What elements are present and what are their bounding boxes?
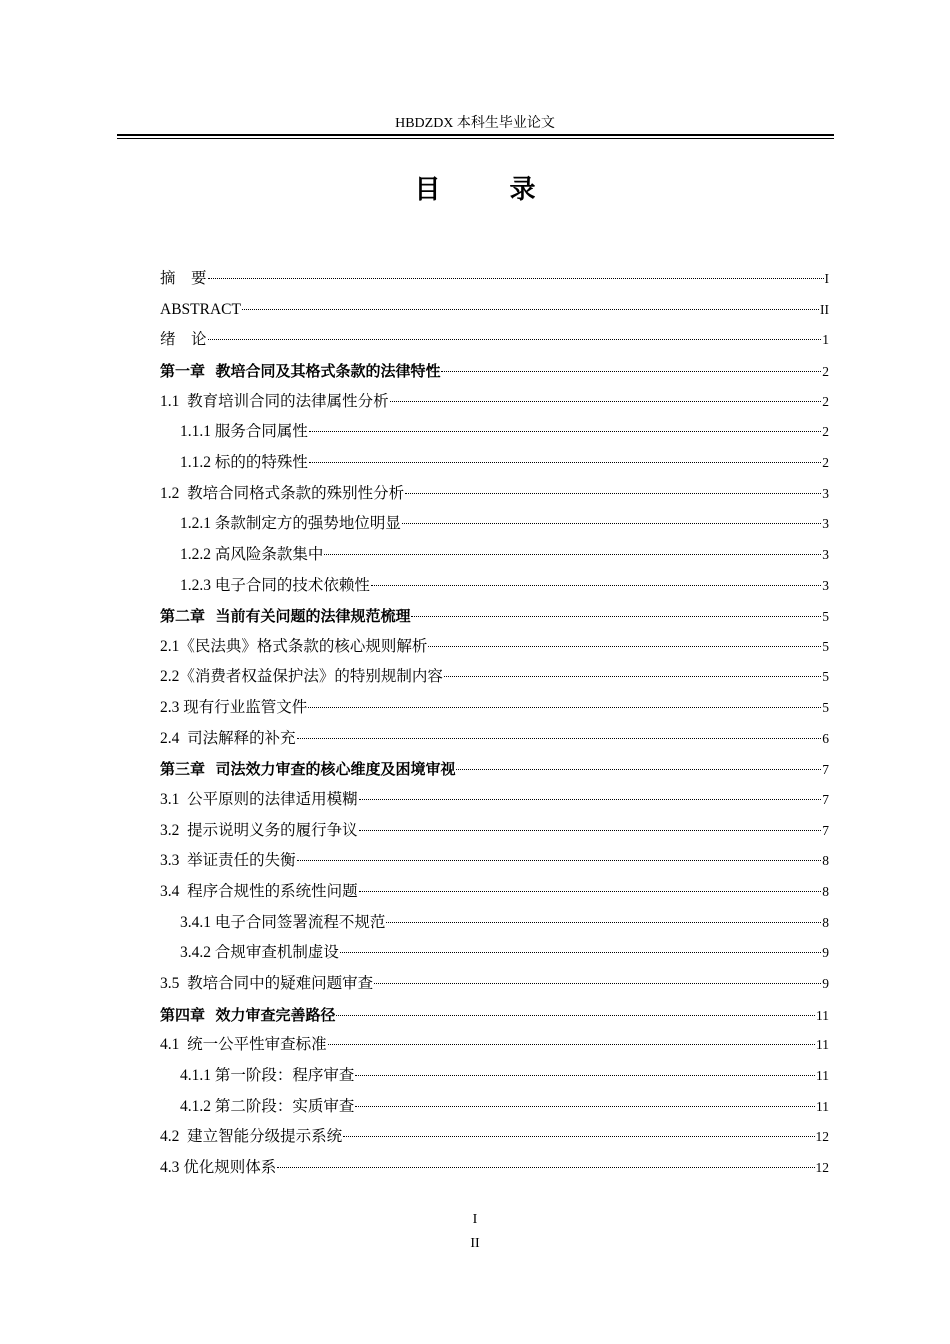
toc-chapter-entry[interactable] — [160, 758, 829, 780]
toc-entry[interactable] — [160, 697, 829, 719]
toc-entry[interactable] — [160, 329, 829, 351]
toc-entry[interactable] — [180, 575, 829, 597]
toc-dot-leader — [456, 769, 821, 770]
toc-dot-leader — [359, 799, 822, 800]
toc-entry-label: 4.1 统一公平性审查标准 — [160, 1036, 327, 1054]
toc-entry-page-number: 11 — [816, 1098, 829, 1114]
toc-entry[interactable] — [180, 452, 829, 474]
toc-entry-page-number: 11 — [816, 1037, 829, 1053]
toc-dot-leader — [359, 891, 822, 892]
toc-entry-label: 2.3 现有行业监管文件 — [160, 699, 308, 717]
toc-entry[interactable] — [180, 513, 829, 535]
toc-entry[interactable] — [160, 728, 829, 750]
toc-entry-page-number: 3 — [822, 577, 829, 593]
toc-entry-label: 第一章 教培合同及其格式条款的法律特性 — [160, 361, 441, 380]
toc-entry-label: 3.4.1 电子合同签署流程不规范 — [180, 913, 386, 931]
toc-dot-leader — [336, 1015, 815, 1016]
toc-entry-label: 摘 要 — [160, 270, 207, 287]
toc-entry-page-number: 3 — [822, 516, 829, 532]
toc-entry[interactable] — [180, 544, 829, 566]
toc-entry-label: 1.2 教培合同格式条款的殊别性分析 — [160, 484, 405, 502]
toc-entry-page-number: 3 — [822, 546, 829, 562]
toc-dot-leader — [208, 339, 822, 340]
toc-entry-page-number: 8 — [822, 914, 829, 930]
toc-entry-label: 3.1 公平原则的法律适用模糊 — [160, 791, 358, 809]
toc-chapter-entry[interactable] — [160, 1004, 829, 1026]
toc-entry-page-number: 3 — [822, 485, 829, 501]
toc-dot-leader — [405, 493, 821, 494]
toc-entry-label: 4.1.2 第二阶段：实质审查 — [180, 1097, 355, 1115]
toc-dot-leader — [324, 554, 821, 555]
toc-dot-leader — [441, 371, 821, 372]
toc-dot-leader — [297, 860, 822, 861]
toc-entry-label: 3.4 程序合规性的系统性问题 — [160, 883, 358, 900]
toc-dot-leader — [386, 922, 821, 923]
running-header: HBDZDX 本科生毕业论文 — [395, 116, 555, 131]
toc-entry-page-number: II — [820, 301, 829, 317]
toc-entry[interactable] — [180, 1096, 829, 1118]
toc-entry[interactable] — [180, 421, 829, 443]
toc-chapter-entry[interactable] — [160, 605, 829, 627]
toc-entry-label: 1.1 教育培训合同的法律属性分析 — [160, 392, 389, 410]
toc-dot-leader — [328, 1044, 815, 1045]
toc-entry-page-number: 5 — [822, 638, 829, 654]
toc-entry[interactable] — [160, 820, 829, 842]
toc-entry-page-number: 11 — [816, 1007, 829, 1023]
toc-entry[interactable] — [180, 942, 829, 964]
footer-page-number-secondary: II — [470, 1236, 480, 1251]
toc-entry-label: 1.2.2 高风险条款集中 — [180, 545, 324, 563]
toc-entry-page-number: I — [824, 271, 829, 286]
toc-entry-label: 1.1.2 标的的特殊性 — [180, 453, 308, 471]
toc-entry-label: 1.2.3 电子合同的技术依赖性 — [180, 576, 370, 594]
toc-entry-label: 2.2《消费者权益保护法》的特别规制内容 — [160, 668, 443, 686]
toc-entry-page-number: 6 — [822, 730, 829, 746]
toc-entry-label: 1.2.1 条款制定方的强势地位明显 — [180, 515, 401, 533]
toc-entry-page-number: 9 — [822, 975, 829, 991]
toc-dot-leader — [308, 707, 821, 708]
toc-entry-label: 3.2 提示说明义务的履行争议 — [160, 821, 358, 839]
toc-entry[interactable] — [160, 1034, 829, 1056]
toc-entry-page-number: 12 — [815, 1129, 829, 1145]
toc-entry-page-number: 7 — [822, 792, 829, 808]
toc-entry-label: 第四章 效力审查完善路径 — [160, 1005, 336, 1024]
page-title: 目 录 — [414, 175, 566, 205]
toc-dot-leader — [343, 1136, 814, 1137]
toc-entry-label: 2.1《民法典》格式条款的核心规则解析 — [160, 637, 428, 655]
toc-entry-page-number: 12 — [815, 1159, 829, 1175]
toc-entry-label: 4.2 建立智能分级提示系统 — [160, 1128, 343, 1146]
toc-entry-page-number: 8 — [822, 853, 829, 869]
toc-entry[interactable] — [160, 789, 829, 811]
toc-entry-label: 第二章 当前有关问题的法律规范梳理 — [160, 607, 411, 626]
toc-entry-label: 4.1.1 第一阶段：程序审查 — [180, 1066, 355, 1084]
toc-entry[interactable] — [160, 850, 829, 872]
toc-dot-leader — [411, 616, 821, 617]
footer-page-number: I — [472, 1212, 478, 1227]
toc-entry[interactable] — [160, 299, 829, 321]
toc-entry-page-number: 5 — [822, 609, 829, 625]
toc-dot-leader — [428, 646, 821, 647]
toc-entry-page-number: 2 — [822, 393, 829, 409]
toc-dot-leader — [297, 738, 822, 739]
toc-entry-page-number: 11 — [816, 1067, 829, 1083]
toc-entry[interactable] — [160, 973, 829, 995]
toc-entry-label: ABSTRACT — [160, 300, 241, 318]
toc-dot-leader — [277, 1167, 814, 1168]
toc-entry-page-number: 2 — [822, 363, 829, 379]
toc-entry-page-number: 5 — [822, 669, 829, 685]
toc-entry[interactable] — [180, 1065, 829, 1087]
toc-dot-leader — [208, 278, 824, 279]
toc-entry[interactable] — [160, 268, 829, 290]
toc-entry-page-number: 5 — [822, 700, 829, 716]
toc-entry-page-number: 2 — [822, 454, 829, 470]
toc-dot-leader — [340, 952, 821, 953]
toc-entry[interactable] — [160, 1157, 829, 1179]
toc-entry-page-number: 7 — [822, 762, 829, 778]
toc-chapter-entry[interactable] — [160, 360, 829, 382]
toc-entry[interactable] — [160, 666, 829, 688]
toc-entry-label: 绪 论 — [160, 331, 207, 349]
toc-dot-leader — [371, 585, 821, 586]
toc-entry-page-number: 8 — [822, 884, 829, 899]
toc-dot-leader — [309, 431, 821, 432]
toc-dot-leader — [242, 309, 819, 310]
toc-entry-label: 2.4 司法解释的补充 — [160, 729, 296, 747]
toc-dot-leader — [402, 523, 821, 524]
toc-entry-label: 1.1.1 服务合同属性 — [180, 423, 308, 441]
toc-entry[interactable] — [160, 483, 829, 505]
toc-entry-page-number: 1 — [822, 332, 829, 348]
toc-dot-leader — [444, 676, 821, 677]
toc-entry-label: 3.3 举证责任的失衡 — [160, 852, 296, 870]
toc-dot-leader — [359, 830, 822, 831]
toc-entry-page-number: 9 — [822, 945, 829, 961]
toc-entry[interactable] — [180, 912, 829, 934]
toc-entry-label: 第三章 司法效力审查的核心维度及困境审视 — [160, 760, 456, 779]
toc-entry[interactable] — [160, 636, 829, 658]
toc-entry[interactable] — [160, 1126, 829, 1148]
toc-entry[interactable] — [160, 881, 829, 903]
toc-entry-page-number: 7 — [822, 822, 829, 838]
toc-entry-page-number: 2 — [822, 424, 829, 440]
toc-dot-leader — [355, 1075, 815, 1076]
toc-dot-leader — [355, 1106, 815, 1107]
toc-entry-label: 3.4.2 合规审查机制虚设 — [180, 944, 339, 962]
toc-dot-leader — [374, 983, 821, 984]
toc-entry[interactable] — [160, 391, 829, 413]
toc-entry-label: 3.5 教培合同中的疑难问题审查 — [160, 974, 374, 992]
toc-dot-leader — [309, 462, 821, 463]
toc-entry-label: 4.3 优化规则体系 — [160, 1158, 277, 1176]
toc-dot-leader — [390, 401, 822, 402]
